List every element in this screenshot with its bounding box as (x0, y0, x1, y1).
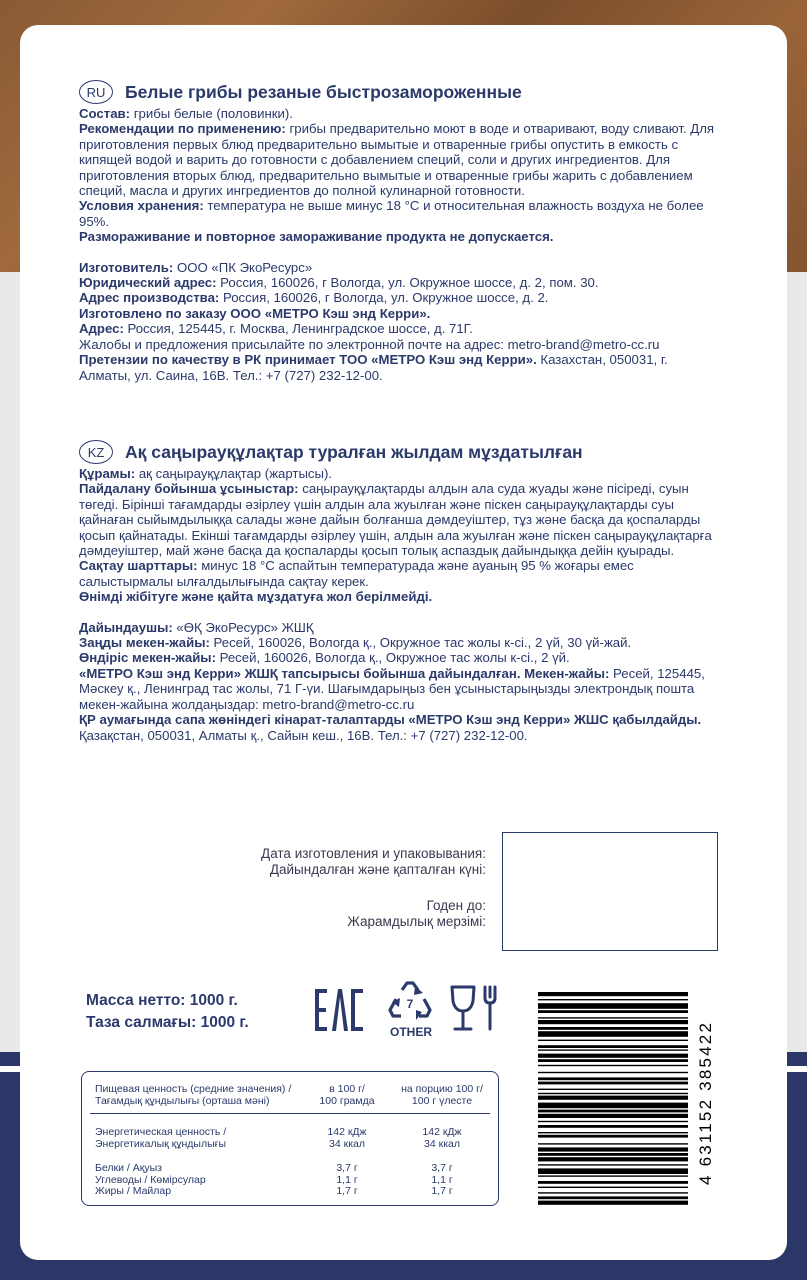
barcode-bar (538, 1187, 688, 1188)
kz-lang-badge: KZ (79, 440, 113, 464)
kz-title: Ақ саңырауқұлақтар туралған жылдам мұздатылған (125, 441, 583, 462)
barcode-bar (538, 1114, 688, 1118)
ru-maker: Изготовитель: ООО «ПК ЭкоРесурс» (79, 259, 313, 275)
nutrition-row-names (95, 1163, 206, 1198)
glass-fork-icon (447, 983, 501, 1033)
date-best-labels (240, 898, 486, 930)
kz-maker: Дайындаушы: «ӨҚ ЭкоРесурс» ЖШҚ (79, 619, 314, 635)
barcode-bar (538, 1147, 688, 1151)
barcode-bar (538, 1125, 688, 1128)
kz-title-row (79, 440, 583, 464)
nutrition-header-portion: на порцию 100 г/ 100 г үлесте (401, 1083, 483, 1107)
nutrition-table (81, 1071, 499, 1206)
barcode-bar (538, 1110, 688, 1113)
kz-production-address: Өндіріс мекен-жайы: Ресей, 160026, Вологда қ., Окружное тас жолы к-сі., 2 үй. (79, 650, 570, 666)
ru-complaints: Жалобы и предложения присылайте по электронной почте на адрес: metro-brand@metro-cc.ru (79, 336, 660, 352)
nutrition-row-portion: 3,7 г 1,1 г 1,7 г (431, 1162, 453, 1197)
barcode-bar (538, 1072, 688, 1073)
table-row: Белки / Ақуыз (95, 1162, 162, 1174)
barcode-bar (538, 1020, 688, 1024)
barcode-bar (538, 1164, 688, 1165)
barcode-bar (538, 1031, 688, 1037)
recycle-number: 7 (406, 997, 414, 1011)
nutrition-energy-per100: 142 кДж 34 ккал (327, 1126, 367, 1150)
barcode-bar (538, 1093, 688, 1094)
barcode-bar (538, 1017, 688, 1018)
ru-composition: Состав: грибы белые (половинки). (79, 106, 293, 121)
nutrition-row-per100: 3,7 г 1,1 г 1,7 г (336, 1162, 358, 1197)
ru-order: Изготовлено по заказу ООО «МЕТРО Кэш энд Керри». (79, 305, 431, 321)
barcode-bar (538, 1010, 688, 1013)
ru-address: Адрес: Россия, 125445, г. Москва, Ленинградское шоссе, д. 71Г. (79, 321, 473, 337)
barcode-bar (538, 1153, 688, 1156)
nutrition-divider (90, 1113, 490, 1114)
barcode-bar (538, 999, 688, 1000)
nutrition-header-per100: в 100 г/ 100 грамда (319, 1083, 375, 1107)
kz-usage: Пайдалану бойынша ұсыныстар: саңырауқұлақтарды алдын ала суда жуады және пісіреді, суын төгеді. Бірінші тағамдарды әзірлеу үшін алдын ала жуылған және піскен саңырауқұлақтарды суы қайнаған сыйымдылыққа салады және дайын болғанша дәмдеуіштер, тұз және басқа да қоспаларды қосып қайнатады. Екінші тағамдарды әзірлеу үшін, алдын ала жуылған және піскен саңырауқұлақтарға дәмдеуіштер, май және басқа да қоспаларды қосып толық аспаздық дайындыққа дейін қуырады. (79, 481, 712, 559)
date-best-ru: Годен до: (426, 898, 486, 913)
kz-composition: Құрамы: ақ саңырауқұлақтар (жартысы). (79, 466, 333, 481)
barcode-bar (538, 1045, 688, 1048)
barcode-bar (538, 1103, 688, 1109)
ru-lang-badge: RU (79, 80, 113, 104)
barcode-bar (538, 1082, 688, 1085)
barcode-bar (538, 1175, 688, 1176)
barcode-bar (538, 1040, 688, 1041)
barcode-bar (538, 1054, 688, 1058)
table-row: Углеводы / Көмірсулар (95, 1173, 206, 1186)
barcode-bar (538, 1168, 688, 1174)
recycle-label: OTHER (390, 1025, 432, 1039)
net-mass (86, 990, 249, 1034)
kz-order: «МЕТРО Кэш энд Керри» ЖШҚ тапсырысы бойынша дайындалған. Мекен-жайы: Ресей, 125445, Мәскеу қ., Ленинград тас жолы, 71 Г-үи. Шағымдарыңыз бен ұсыныстарыңызды электрондық пошта мекен-жайына жолдаңыздар: metro-brand@metro-cc.ru (79, 665, 705, 712)
ru-usage: Рекомендации по применению: грибы предварительно моют в воде и отваривают, воду сливают. Для приготовления первых блюд предварительно вымытые и отваренные грибы опустить в емкость с кипящей водой и варить до готовности с добавлением специй, соли и других ингредиентов. Для приготовления вторых блюд, предварительно вымытые и отваренные грибы жарить с добавлением специй, масла и других ингредиентов до полной кулинарной готовности. (79, 121, 715, 199)
recycle-icon (382, 980, 438, 1024)
ru-title: Белые грибы резаные быстрозамороженные (125, 81, 522, 102)
barcode-bar (538, 992, 688, 996)
barcode-bar (538, 1065, 688, 1066)
nutrition-energy-name: Энергетическая ценность / Энергетикалық құндылығы (95, 1126, 227, 1150)
kz-warning: Өнімді жібітуге және қайта мұздатуға жол берілмейді. (79, 589, 433, 605)
nutrition-energy-portion: 142 кДж 34 ккал (422, 1126, 462, 1150)
ru-title-row (79, 80, 522, 104)
kz-text-block (79, 466, 719, 743)
kz-storage: Сақтау шарттары: минус 18 °С аспайтын температурада және ауаның 95 % жоғары емес салыстырмалы ылғалдылығында сақтау керек. (79, 558, 634, 589)
date-made-ru: Дата изготовления и упаковывания: (261, 846, 486, 861)
barcode-bar (538, 1201, 688, 1205)
ru-legal-address: Юридический адрес: Россия, 160026, г Вологда, ул. Окружное шоссе, д. 2, пом. 30. (79, 275, 599, 291)
barcode-bar (538, 1121, 688, 1122)
ru-production-address: Адрес производства: Россия, 160026, г Вологда, ул. Окружное шоссе, д. 2. (79, 290, 549, 306)
table-row: Жиры / Майлар (95, 1185, 172, 1197)
ru-claims: Претензии по качеству в РК принимает ТОО «МЕТРО Кэш энд Керри». Казахстан, 050031, г. Алматы, ул. Саина, 16В. Тел.: +7 (727) 232-12-00. (79, 352, 668, 383)
barcode-bar (538, 1049, 688, 1050)
ru-storage: Условия хранения: температура не выше минус 18 °С и относительная влажность воздуха не более 95%. (79, 198, 704, 229)
barcode-number: 4 631152 385422 (696, 1020, 715, 1186)
barcode-bar (538, 1003, 688, 1009)
kz-legal-address: Заңды мекен-жайы: Ресей, 160026, Вологда қ., Окружное тас жолы к-сі., 2 үй, 30 үй-жай. (79, 635, 632, 651)
ru-warning: Размораживание и повторное замораживание продукта не допускается. (79, 229, 554, 245)
eac-mark-icon (314, 986, 364, 1034)
barcode-bar (538, 1196, 688, 1199)
nutrition-header-name: Пищевая ценность (средние значения) / Тағамдық құндылығы (орташа мәні) (95, 1083, 292, 1107)
date-made-labels (240, 846, 486, 878)
barcode-bar (538, 1192, 688, 1193)
ru-text-block (79, 106, 719, 383)
date-stamp-box (502, 832, 718, 951)
barcode-bar (538, 1135, 688, 1138)
date-best-kz: Жарамдылық мерзімі: (347, 914, 486, 929)
net-mass-kz: Таза салмағы: 1000 г. (86, 1014, 249, 1031)
barcode-bar (538, 1077, 688, 1080)
barcode-bar (538, 1157, 688, 1161)
barcode-bar (538, 1096, 688, 1100)
barcode-bar (538, 1143, 688, 1144)
barcode-bar (538, 1027, 688, 1030)
net-mass-ru: Масса нетто: 1000 г. (86, 992, 238, 1009)
kz-claims: ҚР аумағында сапа жөніндегі кінарат-талаптарды «МЕТРО Кэш энд Керри» ЖШС қабылдайды. Қазақстан, 050031, Алматы қ., Сайын кеш., 16В. Тел.: +7 (727) 232-12-00. (79, 712, 702, 743)
barcode-bar (538, 1181, 688, 1184)
barcode-bar (538, 1089, 688, 1090)
barcode (536, 988, 716, 1216)
barcode-bar (538, 1132, 688, 1133)
barcode-bar (538, 1059, 688, 1062)
date-made-kz: Дайындалған және қапталған күні: (269, 862, 486, 877)
